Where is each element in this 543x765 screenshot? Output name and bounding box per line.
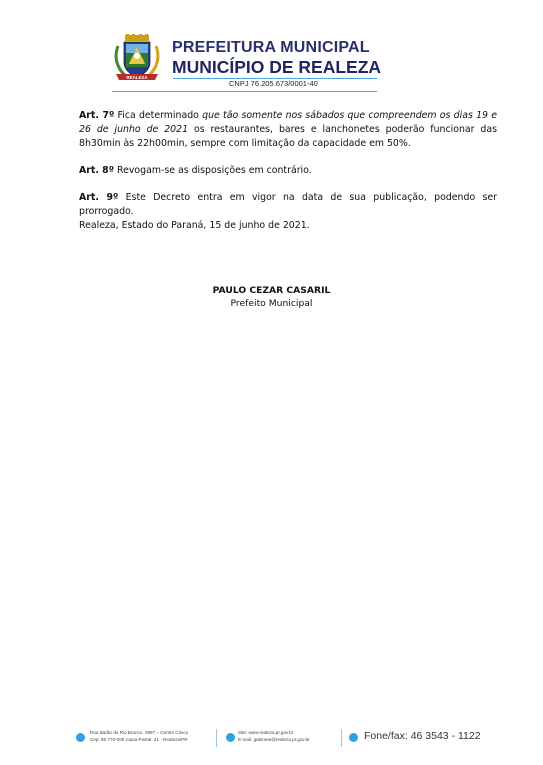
logo-label: REALEZA bbox=[126, 75, 148, 80]
footer-address-line1: Rua Barão do Rio Branco, 3997 – Centro Cívico bbox=[90, 730, 189, 735]
header-underline bbox=[112, 91, 377, 92]
place-date: Realeza, Estado do Paraná, 15 de junho de 2021. bbox=[79, 220, 310, 231]
footer-phone: Fone/fax: 46 3543 - 1122 bbox=[364, 730, 481, 742]
footer-separator bbox=[341, 729, 342, 747]
article-9-text: Este Decreto entra em vigor na data de sua publicação, podendo ser prorrogado. bbox=[79, 192, 497, 217]
footer bbox=[76, 727, 496, 749]
signatory-role: Prefeito Municipal bbox=[230, 298, 313, 309]
header-title-line1: PREFEITURA MUNICIPAL bbox=[172, 39, 370, 56]
footer-email: E-mail: gabinete@realeza.pr.gov.br bbox=[238, 737, 310, 742]
phone-icon bbox=[349, 733, 358, 742]
location-pin-icon bbox=[76, 733, 85, 742]
header-cnpj: CNPJ 76.205.673/0001-40 bbox=[229, 79, 318, 88]
article-8-text: Revogam-se as disposições em contrário. bbox=[114, 165, 312, 176]
signatory-name: PAULO CEZAR CASARIL bbox=[212, 285, 331, 296]
coat-of-arms-logo bbox=[112, 34, 162, 82]
article-7 bbox=[79, 109, 497, 150]
footer-site: Site: www.realeza.pr.gov.br bbox=[238, 730, 294, 735]
article-7-text-b: os restaurantes, bares e lanchonetes poderão funcionar das 8h30min às 22h00min, sempre com limitação da capacidade em 50%. bbox=[79, 123, 497, 149]
article-9 bbox=[79, 191, 497, 219]
footer-address-line2: Cep: 85.770-000 Caixa Postal: 21 - Realeza/PR bbox=[90, 737, 188, 742]
article-7-label: Art. 7º bbox=[79, 110, 115, 121]
footer-separator bbox=[216, 729, 217, 747]
article-7-text-italic: que tão somente nos sábados que compreendem os dias 19 e 26 de junho de 2021 bbox=[79, 110, 498, 135]
header-title-line2: MUNICÍPIO DE REALEZA bbox=[172, 57, 382, 77]
article-9-label: Art. 9º bbox=[79, 192, 119, 203]
email-icon bbox=[226, 733, 235, 742]
article-8 bbox=[79, 164, 497, 178]
article-8-label: Art. 8º bbox=[79, 165, 114, 176]
article-7-text-a: Fica determinado bbox=[114, 110, 203, 121]
